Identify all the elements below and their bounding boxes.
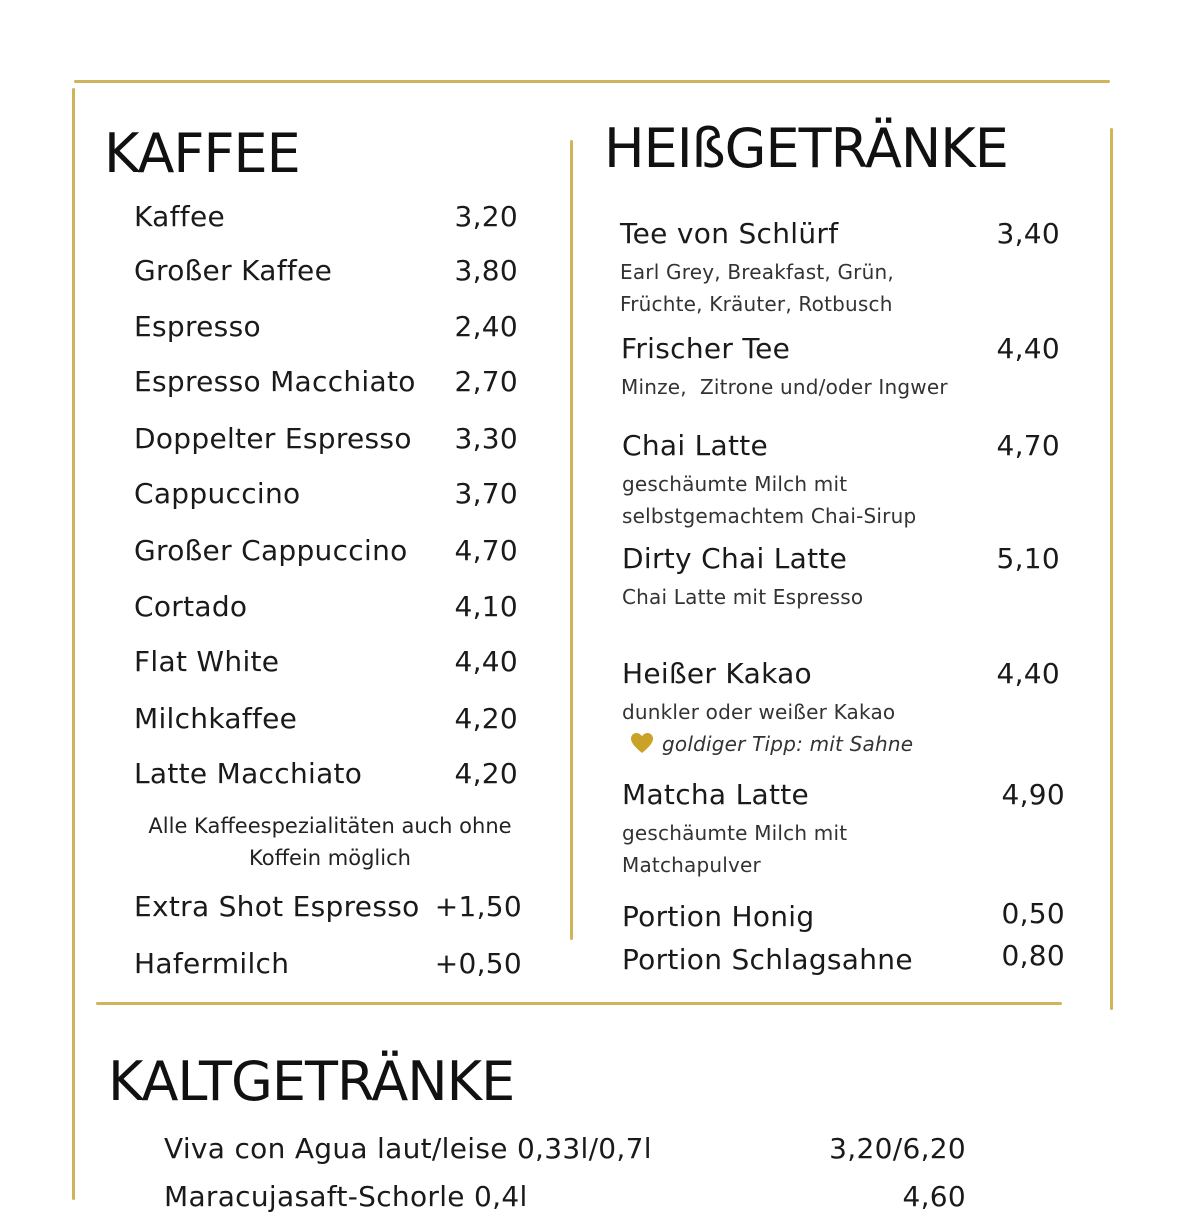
item-name: Espresso Macchiato bbox=[134, 365, 416, 398]
heart-icon bbox=[630, 731, 654, 763]
item-price: 4,60 bbox=[902, 1180, 966, 1213]
item-price: 5,10 bbox=[996, 542, 1060, 575]
item-description-line1: Minze, Zitrone und/oder Ingwer bbox=[621, 375, 948, 399]
item-description bbox=[622, 696, 913, 763]
item-name: Milchkaffee bbox=[134, 702, 298, 735]
item-description bbox=[620, 256, 894, 320]
item-name: Espresso bbox=[134, 310, 261, 343]
item-name: Großer Cappuccino bbox=[134, 534, 408, 567]
item-price: 4,70 bbox=[454, 534, 518, 567]
item-description bbox=[622, 581, 863, 613]
item-name: Extra Shot Espresso bbox=[134, 890, 420, 923]
item-price: 3,20 bbox=[454, 200, 518, 233]
item-description bbox=[622, 468, 916, 532]
item-name: Großer Kaffee bbox=[134, 254, 333, 287]
item-name: Maracujasaft-Schorle 0,4l bbox=[164, 1180, 528, 1213]
item-name: Kaffee bbox=[134, 200, 225, 233]
frame-left-line bbox=[72, 88, 75, 1200]
item-price: 4,20 bbox=[454, 702, 518, 735]
item-description-line1: dunkler oder weißer Kakao bbox=[622, 700, 896, 724]
item-description-line1: geschäumte Milch mit bbox=[622, 472, 848, 496]
item-price: 2,70 bbox=[454, 365, 518, 398]
item-price: 2,40 bbox=[454, 310, 518, 343]
menu-item bbox=[622, 657, 1060, 760]
item-name: Tee von Schlürf bbox=[620, 217, 839, 250]
kaffee-heading: KAFFEE bbox=[104, 122, 300, 185]
item-name: Latte Macchiato bbox=[134, 757, 363, 790]
item-price: 4,40 bbox=[996, 657, 1060, 690]
item-name: Portion Honig bbox=[622, 900, 815, 933]
item-price: 4,40 bbox=[454, 645, 518, 678]
item-price: 4,40 bbox=[996, 332, 1060, 365]
item-price: 4,20 bbox=[454, 757, 518, 790]
item-description bbox=[622, 817, 847, 881]
menu-item bbox=[622, 778, 1065, 881]
item-price: 3,80 bbox=[454, 254, 518, 287]
decaf-note-line1: Alle Kaffeespezialitäten auch ohne bbox=[148, 814, 512, 838]
column-divider-line bbox=[570, 140, 573, 940]
item-name: Hafermilch bbox=[134, 947, 290, 980]
item-price: 3,40 bbox=[996, 217, 1060, 250]
heissgetraenke-heading: HEIßGETRÄNKE bbox=[604, 117, 1008, 180]
item-description bbox=[621, 371, 948, 403]
item-price: 4,70 bbox=[996, 429, 1060, 462]
item-price: 4,90 bbox=[1001, 778, 1065, 811]
item-name: Doppelter Espresso bbox=[134, 422, 412, 455]
kaltgetraenke-heading: KALTGETRÄNKE bbox=[108, 1050, 515, 1113]
item-price: 0,80 bbox=[1001, 939, 1065, 972]
item-price: 4,10 bbox=[454, 590, 518, 623]
item-name: Heißer Kakao bbox=[622, 657, 812, 690]
item-name: Dirty Chai Latte bbox=[622, 542, 848, 575]
item-name: Cappuccino bbox=[134, 477, 301, 510]
item-name: Portion Schlagsahne bbox=[622, 943, 913, 976]
item-description-line2: Früchte, Kräuter, Rotbusch bbox=[620, 292, 893, 316]
menu-item bbox=[622, 897, 1065, 934]
item-description-line1: Chai Latte mit Espresso bbox=[622, 585, 864, 609]
item-name: Matcha Latte bbox=[622, 778, 810, 811]
menu-item bbox=[622, 429, 1060, 532]
item-description-line2: selbstgemachtem Chai-Sirup bbox=[622, 504, 917, 528]
item-description-line1: Earl Grey, Breakfast, Grün, bbox=[620, 260, 894, 284]
menu-item bbox=[622, 542, 1060, 615]
item-name: Viva con Agua laut/leise 0,33l/0,7l bbox=[164, 1132, 652, 1165]
item-price: 0,50 bbox=[1001, 897, 1065, 930]
item-name: Cortado bbox=[134, 590, 248, 623]
item-name: Flat White bbox=[134, 645, 280, 678]
tip-text: goldiger Tipp: mit Sahne bbox=[662, 732, 914, 756]
menu-item bbox=[622, 939, 1065, 976]
item-description-line1: geschäumte Milch mit bbox=[622, 821, 848, 845]
decaf-note bbox=[130, 810, 530, 874]
item-price: +1,50 bbox=[434, 890, 522, 923]
item-price: 3,30 bbox=[454, 422, 518, 455]
item-name: Chai Latte bbox=[622, 429, 769, 462]
menu-item bbox=[621, 332, 1060, 405]
frame-right-line bbox=[1110, 128, 1113, 1010]
item-price: 3,70 bbox=[454, 477, 518, 510]
frame-top-line bbox=[74, 80, 1110, 83]
item-name: Frischer Tee bbox=[621, 332, 791, 365]
section-divider-line bbox=[96, 1002, 1062, 1005]
item-price: +0,50 bbox=[434, 947, 522, 980]
menu-item bbox=[620, 217, 1060, 320]
item-price: 3,20/6,20 bbox=[829, 1132, 966, 1165]
item-description-line2: Matchapulver bbox=[622, 853, 761, 877]
decaf-note-line2: Koffein möglich bbox=[249, 846, 411, 870]
tip-line bbox=[622, 728, 913, 763]
